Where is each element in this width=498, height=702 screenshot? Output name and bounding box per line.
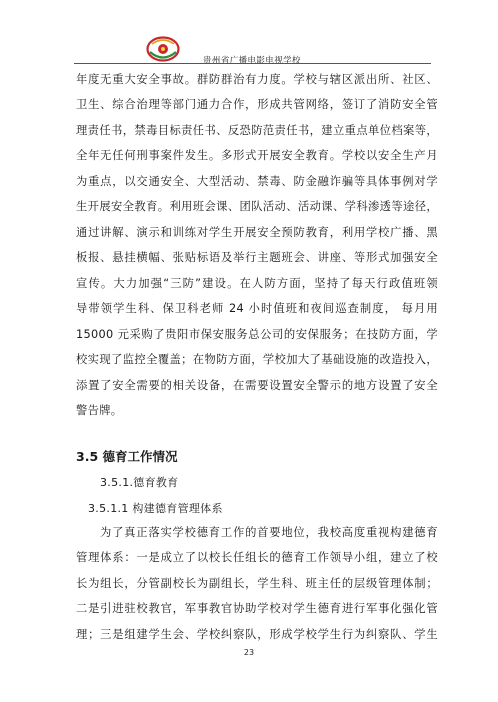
- text-line: 15000 元采购了贵阳市保安服务总公司的安保服务；在技防方面，学: [76, 328, 438, 341]
- text-line: 板报、悬挂横幅、张贴标语及举行主题班会、讲座、等形式加强安全: [76, 251, 438, 264]
- text-line: 警告牌。: [76, 404, 123, 417]
- school-logo-icon: [146, 36, 180, 62]
- section-heading: 3.5 德育工作情况: [76, 449, 178, 464]
- text-line: 长为组长，分管副校长为副组长，学生科、班主任的层级管理体制；: [76, 577, 438, 590]
- text-line: 全年无任何刑事案件发生。多形式开展安全教育。学校以安全生产月: [76, 149, 438, 162]
- page-header: [0, 0, 498, 64]
- text-line: 为了真正落实学校德育工作的首要地位，我校高度重视构建德育: [100, 526, 438, 539]
- subsection-heading: 3.5.1.德育教育: [100, 476, 179, 489]
- text-line: 为重点，以交通安全、大型活动、禁毒、防金融诈骗等具体事例对学: [76, 175, 438, 188]
- text-line: 校实现了监控全覆盖；在物防方面，学校加大了基础设施的改造投入，: [76, 353, 438, 366]
- school-name: 贵州省广播电影电视学校: [203, 56, 301, 66]
- text-line: 管理体系：一是成立了以校长任组长的德育工作领导小组，建立了校: [76, 551, 438, 564]
- text-line: 理；三是组建学生会、学校纠察队，形成学校学生行为纠察队、学生: [76, 628, 438, 641]
- text-line: 宣传。大力加强“三防”建设。在人防方面，坚持了每天行政值班领: [76, 277, 438, 290]
- text-line: 卫生、综合治理等部门通力合作，形成共管网络，签订了消防安全管: [76, 98, 438, 111]
- subsubsection-heading: 3.5.1.1 构建德育管理体系: [88, 502, 223, 515]
- text-line: 理责任书，禁毒目标责任书、反恐防范责任书，建立重点单位档案等，: [76, 124, 438, 137]
- text-line: 二是引进驻校教官，军事教官协助学校对学生德育进行军事化强化管: [76, 602, 438, 615]
- page-number: 23: [243, 648, 255, 657]
- text-line: 导带领学生科、保卫科老师 24 小时值班和夜间巡查制度， 每月用: [76, 302, 438, 315]
- text-line: 生开展安全教育。利用班会课、团队活动、活动课、学科渗透等途径，: [76, 200, 438, 213]
- text-line: 添置了安全需要的相关设备，在需要设置安全警示的地方设置了安全: [76, 379, 438, 392]
- text-line: 通过讲解、演示和训练对学生开展安全预防教育，利用学校广播、黑: [76, 226, 438, 239]
- text-line: 年度无重大安全事故。群防群治有力度。学校与辖区派出所、社区、: [76, 73, 438, 86]
- header-divider: [74, 63, 431, 64]
